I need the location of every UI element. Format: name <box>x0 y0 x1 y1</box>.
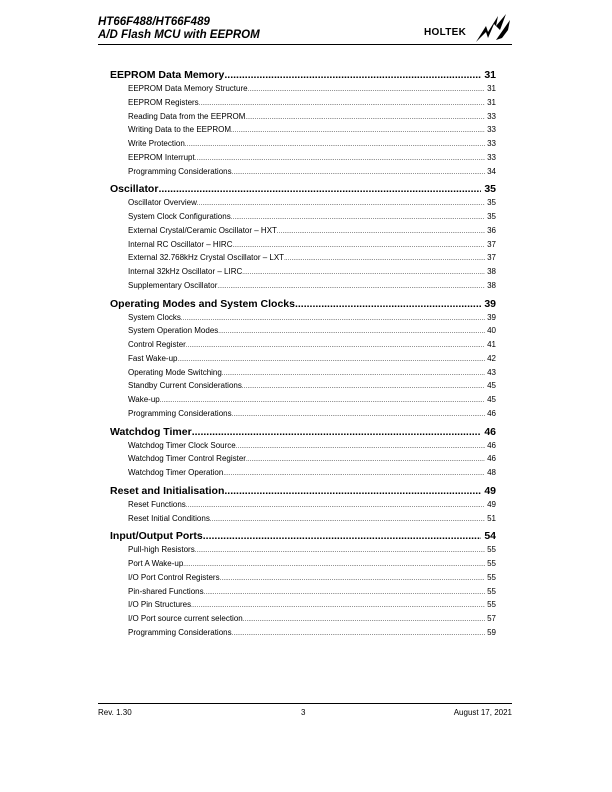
dot-leader <box>183 559 485 573</box>
toc-subentry[interactable] <box>110 352 496 366</box>
toc-subentry-page: 55 <box>487 545 496 555</box>
dot-leader <box>236 441 485 455</box>
dot-leader <box>220 573 486 587</box>
toc-subentry[interactable] <box>110 137 496 151</box>
toc-subentry[interactable] <box>110 110 496 124</box>
toc-subentry[interactable] <box>110 585 496 599</box>
dot-leader <box>232 628 485 642</box>
header-rule <box>98 44 512 45</box>
toc-subentry-title: Internal 32kHz Oscillator – LIRC <box>128 267 243 276</box>
toc-chapter-page: 31 <box>484 69 496 81</box>
toc-subentry-title: Supplementary Oscillator <box>128 280 218 290</box>
toc-subentry-title: Reset Functions <box>128 499 186 509</box>
header-title: HT66F488/HT66F489 <box>98 16 210 28</box>
dot-leader <box>195 153 485 167</box>
toc-subentry[interactable] <box>110 82 496 96</box>
dot-leader <box>245 112 485 126</box>
toc-subentry-title: External 32.768kHz Crystal Oscillator – LXT <box>128 253 285 263</box>
toc-subentry-title: Programming Considerations <box>128 166 232 176</box>
toc-subentry[interactable] <box>110 265 496 279</box>
dot-leader <box>222 368 485 382</box>
toc-chapter-page: 54 <box>484 530 496 543</box>
toc-chapter-entry[interactable] <box>110 529 496 543</box>
toc-subentry[interactable] <box>110 407 496 421</box>
table-of-contents <box>110 68 496 644</box>
toc-subentry[interactable] <box>110 224 496 238</box>
toc-subentry[interactable] <box>110 311 496 325</box>
footer-revision: Rev. 1.30 <box>98 708 132 717</box>
toc-subentry-page: 33 <box>487 111 496 121</box>
toc-subentry[interactable] <box>110 366 496 380</box>
dot-leader <box>218 326 485 340</box>
toc-subentry[interactable] <box>110 251 496 265</box>
toc-subentry[interactable] <box>110 210 496 224</box>
toc-subentry-page: 49 <box>487 499 496 509</box>
dot-leader <box>178 354 486 368</box>
dot-leader <box>192 425 482 439</box>
toc-subentry-page: 35 <box>487 198 496 208</box>
toc-subentry-title: EEPROM Registers <box>128 97 199 107</box>
toc-subentry-title: System Operation Modes <box>128 326 219 336</box>
toc-subentry-page: 33 <box>487 139 496 148</box>
logo-text: HOLTEK <box>424 27 467 38</box>
dot-leader <box>295 297 481 311</box>
toc-subentry-title: Fast Wake-up <box>128 353 178 363</box>
toc-chapter-page: 39 <box>484 297 496 310</box>
toc-chapter-page: 49 <box>484 484 496 497</box>
toc-subentry-title: Operating Mode Switching <box>128 367 222 377</box>
toc-subentry-title: Wake-up <box>128 395 160 404</box>
toc-subentry-title: Writing Data to the EEPROM <box>128 125 231 135</box>
toc-subentry-page: 33 <box>487 125 496 135</box>
toc-subentry[interactable] <box>110 238 496 252</box>
toc-subentry-page: 37 <box>487 253 496 263</box>
toc-subentry-title: Standby Current Considerations <box>128 381 242 391</box>
toc-subentry-title: System Clock Configurations <box>128 212 231 221</box>
holtek-logo <box>420 12 512 44</box>
toc-subentry[interactable] <box>110 123 496 137</box>
toc-subentry[interactable] <box>110 439 496 453</box>
toc-subentry-page: 38 <box>487 267 496 276</box>
toc-subentry-page: 46 <box>487 454 496 464</box>
toc-subentry-title: I/O Port Control Registers <box>128 572 220 582</box>
toc-subentry-page: 55 <box>487 586 496 596</box>
toc-subentry-page: 43 <box>487 367 496 377</box>
toc-subentry-page: 46 <box>487 440 496 450</box>
toc-subentry-page: 34 <box>487 166 496 176</box>
dot-leader <box>181 313 485 327</box>
toc-chapter-title: Input/Output Ports <box>110 530 203 543</box>
dot-leader <box>185 139 485 153</box>
toc-subentry-title: Reading Data from the EEPROM <box>128 111 246 121</box>
toc-subentry-page: 38 <box>487 280 496 290</box>
toc-subentry[interactable] <box>110 598 496 612</box>
toc-subentry-page: 41 <box>487 340 496 349</box>
toc-subentry[interactable] <box>110 279 496 293</box>
toc-subentry-page: 42 <box>487 353 496 363</box>
dot-leader <box>195 545 485 559</box>
toc-subentry-page: 48 <box>487 468 496 477</box>
toc-subentry-page: 36 <box>487 225 496 235</box>
toc-chapter-entry[interactable] <box>110 484 496 498</box>
toc-chapter-entry[interactable] <box>110 297 496 311</box>
dot-leader <box>243 614 485 628</box>
dot-leader <box>186 500 485 514</box>
dot-leader <box>246 454 485 468</box>
dot-leader <box>158 182 481 196</box>
toc-subentry-title: EEPROM Interrupt <box>128 152 195 162</box>
toc-subentry[interactable] <box>110 96 496 110</box>
toc-subentry-title: Oscillator Overview <box>128 198 197 208</box>
toc-section <box>110 484 496 526</box>
toc-subentry-title: Pin-shared Functions <box>128 586 204 596</box>
toc-subentry-page: 40 <box>487 326 496 336</box>
toc-subentry-title: Watchdog Timer Control Register <box>128 454 246 464</box>
toc-subentry-title: I/O Port source current selection <box>128 614 243 623</box>
dot-leader <box>277 226 485 240</box>
toc-subentry[interactable] <box>110 379 496 393</box>
toc-section <box>110 529 496 639</box>
toc-chapter-entry[interactable] <box>110 182 496 196</box>
footer-page-number: 3 <box>301 708 306 717</box>
toc-subentry-page: 46 <box>487 408 496 418</box>
toc-section <box>110 182 496 292</box>
toc-chapter-entry[interactable] <box>110 68 496 82</box>
dot-leader <box>186 340 485 354</box>
toc-subentry-title: Reset Initial Conditions <box>128 513 210 523</box>
dot-leader <box>248 84 486 98</box>
toc-subentry-page: 51 <box>487 513 496 523</box>
toc-subentry[interactable] <box>110 612 496 626</box>
toc-subentry[interactable] <box>110 512 496 526</box>
toc-subentry-title: External Crystal/Ceramic Oscillator – HXT <box>128 225 277 235</box>
dot-leader <box>224 484 481 498</box>
toc-subentry-title: EEPROM Data Memory Structure <box>128 84 248 93</box>
toc-subentry[interactable] <box>110 338 496 352</box>
toc-subentry-page: 35 <box>487 212 496 221</box>
toc-subentry-page: 59 <box>487 627 496 637</box>
toc-subentry-title: Write Protection <box>128 139 185 148</box>
toc-subentry-page: 45 <box>487 395 496 404</box>
dot-leader <box>210 514 485 528</box>
dot-leader <box>217 281 485 295</box>
toc-subentry[interactable] <box>110 165 496 179</box>
toc-subentry-title: I/O Pin Structures <box>128 600 192 610</box>
toc-subentry-page: 31 <box>487 97 496 107</box>
toc-section <box>110 68 496 178</box>
toc-subentry[interactable] <box>110 543 496 557</box>
footer-date: August 17, 2021 <box>453 708 512 717</box>
toc-subentry-title: Control Register <box>128 340 186 349</box>
toc-subentry-title: Watchdog Timer Clock Source <box>128 440 236 450</box>
dot-leader <box>284 253 485 267</box>
toc-subentry-title: System Clocks <box>128 312 181 322</box>
toc-chapter-title: EEPROM Data Memory <box>110 69 225 81</box>
toc-subentry[interactable] <box>110 196 496 210</box>
toc-subentry[interactable] <box>110 626 496 640</box>
toc-subentry-title: Port A Wake-up <box>128 559 184 568</box>
dot-leader <box>197 198 485 212</box>
toc-subentry-title: Internal RC Oscillator – HIRC <box>128 239 233 249</box>
toc-subentry-page: 55 <box>487 572 496 582</box>
dot-leader <box>232 409 485 423</box>
dot-leader <box>232 167 485 181</box>
toc-chapter-title: Oscillator <box>110 183 159 196</box>
toc-chapter-entry[interactable] <box>110 425 496 439</box>
footer-rule <box>98 703 512 704</box>
toc-section <box>110 297 496 421</box>
toc-subentry-page: 31 <box>487 84 496 93</box>
toc-subentry[interactable] <box>110 151 496 165</box>
toc-subentry[interactable] <box>110 452 496 466</box>
toc-section <box>110 425 496 480</box>
toc-chapter-title: Reset and Initialisation <box>110 484 225 497</box>
toc-subentry[interactable] <box>110 557 496 571</box>
dot-leader <box>204 587 486 601</box>
dot-leader <box>242 267 485 281</box>
toc-subentry-page: 57 <box>487 614 496 623</box>
toc-chapter-page: 35 <box>484 183 496 196</box>
toc-subentry-title: Programming Considerations <box>128 627 232 637</box>
dot-leader <box>203 529 482 543</box>
dot-leader <box>242 381 485 395</box>
toc-chapter-title: Operating Modes and System Clocks <box>110 297 295 310</box>
toc-subentry-page: 37 <box>487 239 496 249</box>
toc-subentry[interactable] <box>110 393 496 407</box>
toc-subentry[interactable] <box>110 324 496 338</box>
toc-subentry-page: 55 <box>487 600 496 610</box>
toc-chapter-page: 46 <box>484 425 496 438</box>
toc-subentry-page: 33 <box>487 152 496 162</box>
toc-subentry-page: 55 <box>487 559 496 568</box>
toc-subentry-page: 39 <box>487 312 496 322</box>
toc-subentry[interactable] <box>110 571 496 585</box>
dot-leader <box>223 468 485 482</box>
toc-subentry-title: Watchdog Timer Operation <box>128 468 224 477</box>
toc-subentry-page: 45 <box>487 381 496 391</box>
dot-leader <box>231 125 485 139</box>
dot-leader <box>224 68 481 82</box>
toc-subentry-title: Programming Considerations <box>128 408 232 418</box>
toc-subentry[interactable] <box>110 498 496 512</box>
toc-chapter-title: Watchdog Timer <box>110 425 192 438</box>
toc-subentry[interactable] <box>110 466 496 480</box>
holtek-swoosh-icon <box>474 12 512 44</box>
toc-subentry-title: Pull-high Resistors <box>128 545 195 555</box>
header-subtitle: A/D Flash MCU with EEPROM <box>98 29 260 41</box>
